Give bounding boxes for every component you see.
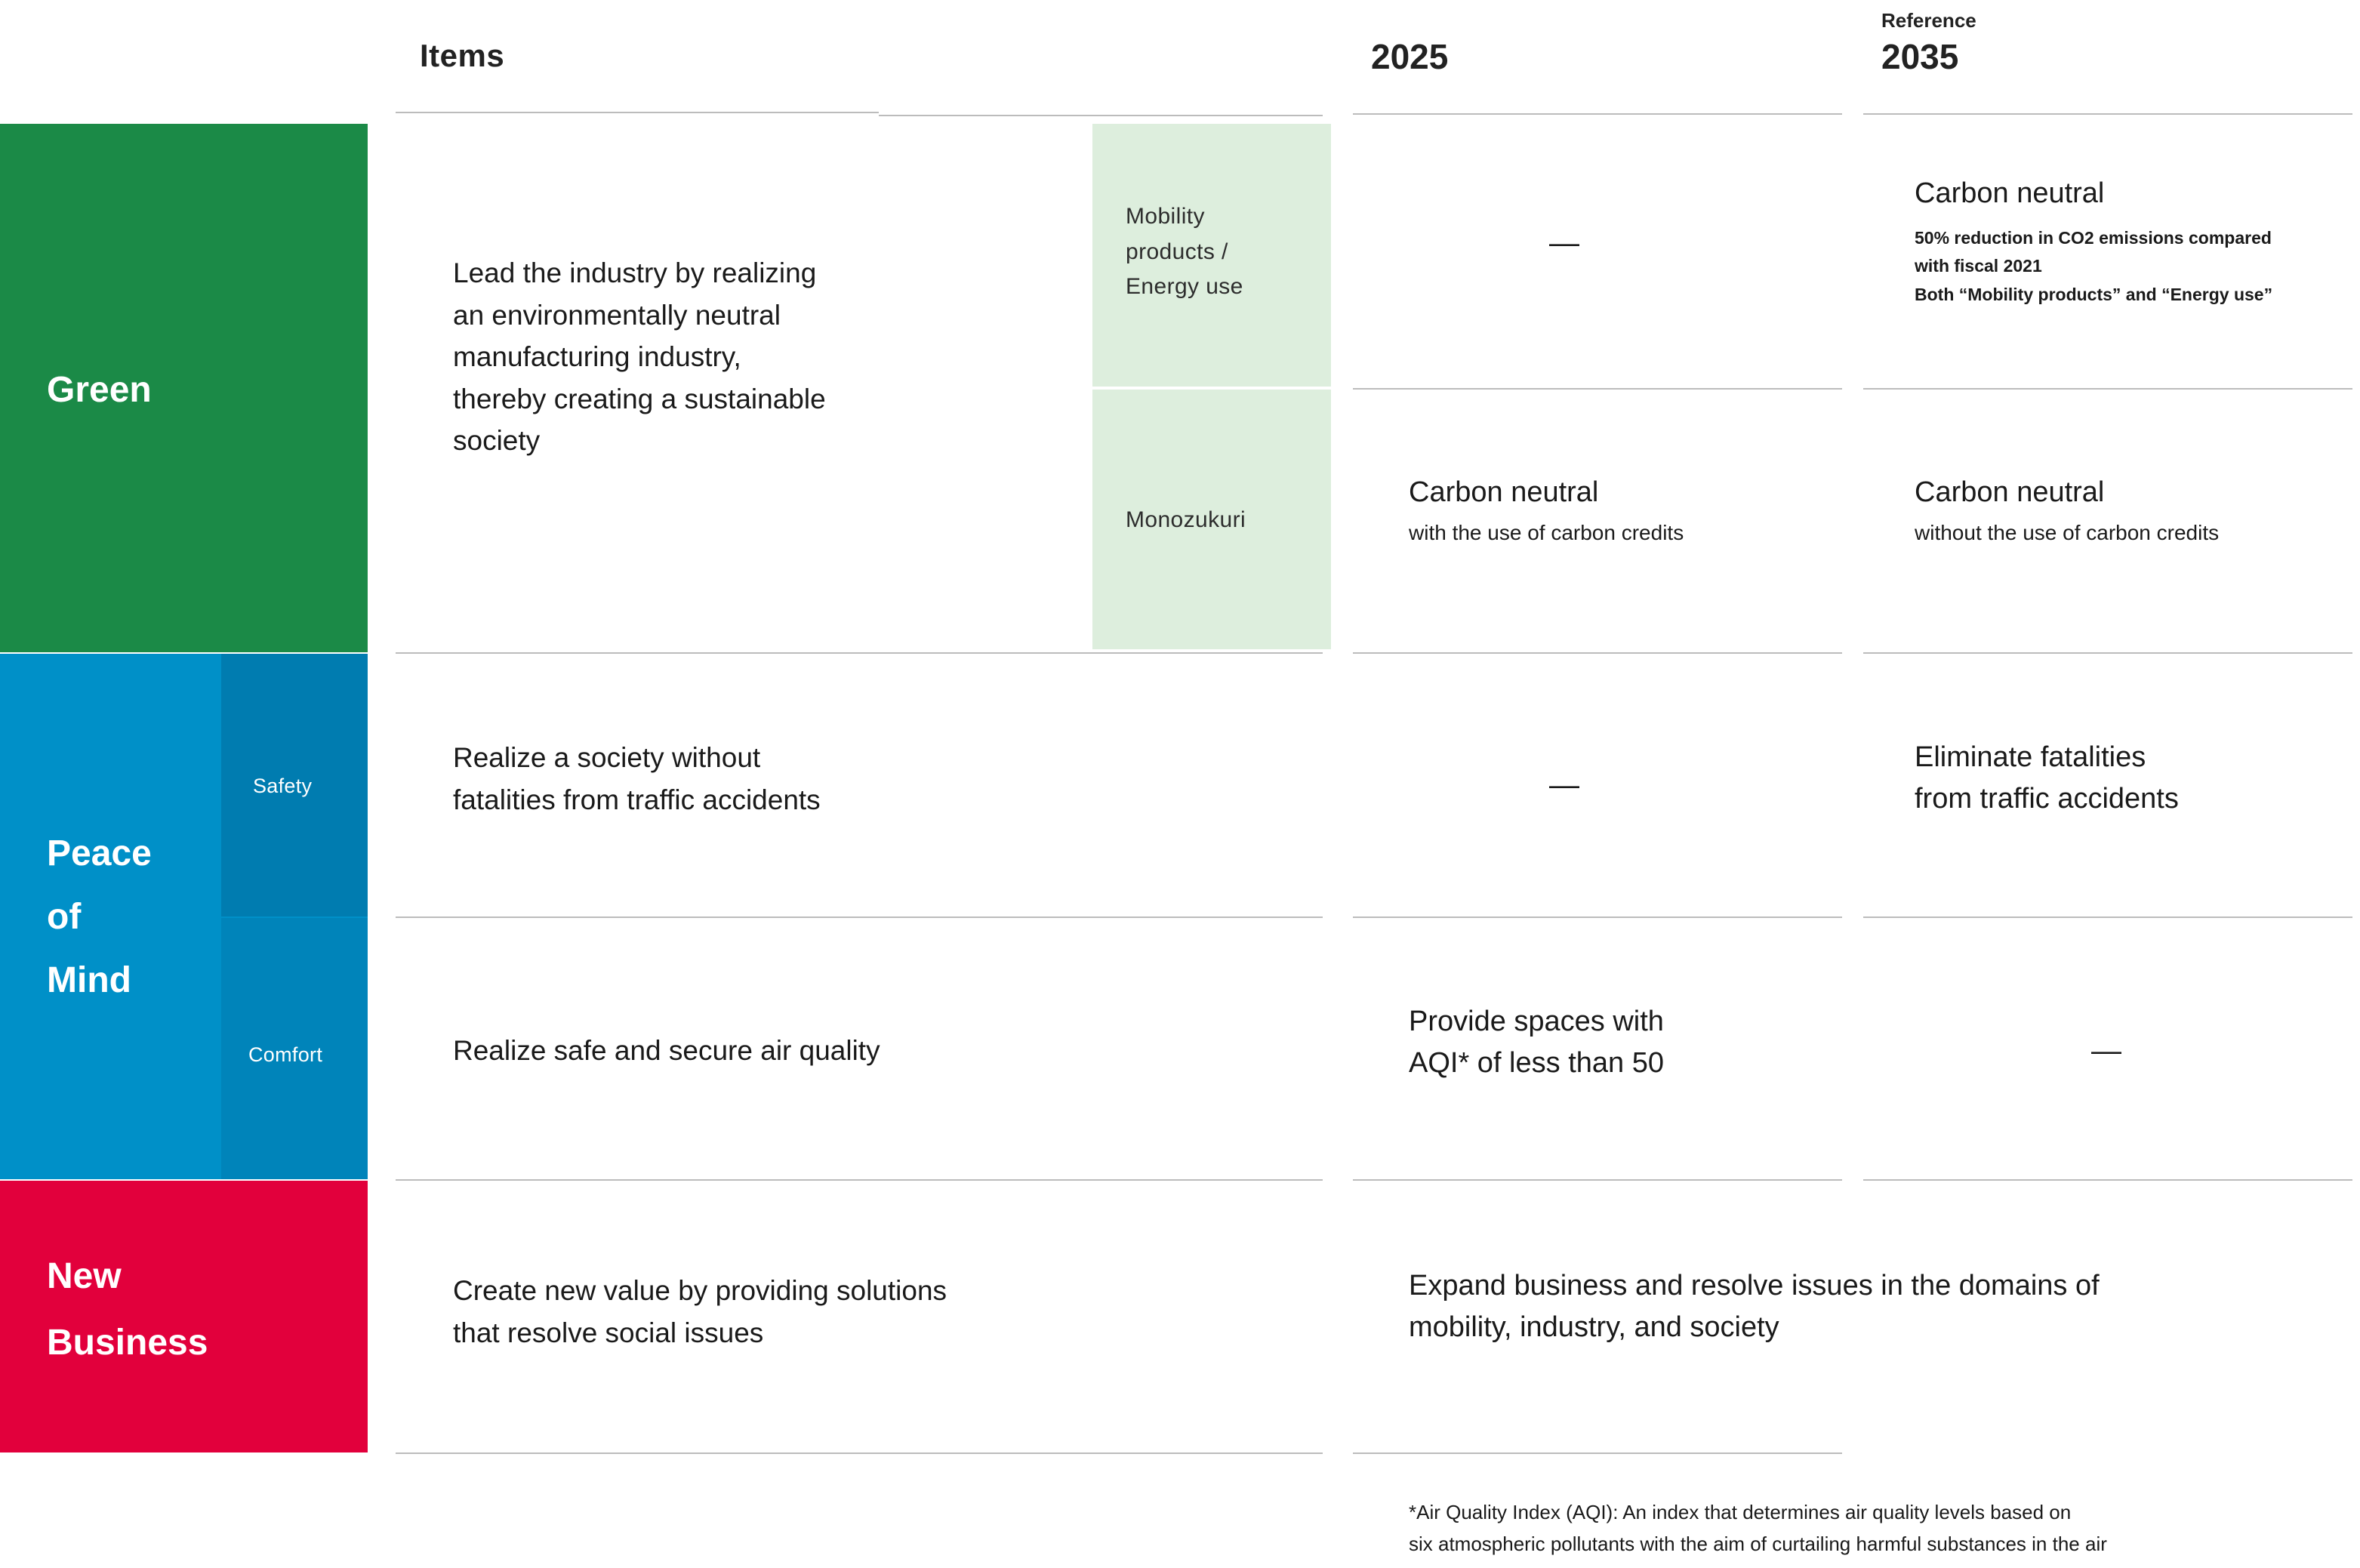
item-text-green-line2: an environmentally neutral: [453, 299, 781, 331]
subitem-label-mobility-line1: Mobility: [1126, 204, 1205, 229]
rule-header-items-2: [879, 115, 1323, 116]
value-comfort-2025: [1409, 1001, 1862, 1084]
item-text-safety-line1: Realize a society without: [453, 742, 761, 773]
value-mobility-2035-note-line2: with fiscal 2021: [1915, 256, 2042, 276]
category-label-new-line2: Business: [47, 1323, 208, 1363]
subcategory-label-safety: Safety: [253, 775, 313, 797]
table-header: [0, 0, 2360, 121]
category-label-peace-line1: Peace: [47, 833, 152, 873]
item-text-safety-line2: fatalities from traffic accidents: [453, 784, 821, 815]
value-monozukuri-2025-sub: with the use of carbon credits: [1409, 521, 1684, 545]
rule-2025-comfort-bottom: [1353, 1179, 1842, 1181]
rule-2025-new-bottom: [1353, 1452, 1842, 1454]
value-safety-2035: [1915, 737, 2352, 820]
rule-header-items: [396, 112, 879, 113]
footnote: [1409, 1496, 2300, 1560]
value-comfort-2035-dash: —: [2091, 1034, 2121, 1067]
subitem-label-mobility-line3: Energy use: [1126, 274, 1243, 299]
category-label-peace-line2: of: [47, 897, 82, 937]
column-header-2025: 2025: [1371, 37, 1449, 76]
subcategory-label-comfort: Comfort: [248, 1043, 323, 1066]
subcategory-block-safety: [221, 654, 368, 916]
item-text-safety: [453, 737, 1027, 821]
subitem-label-monozukuri: Monozukuri: [1126, 507, 1246, 532]
item-text-green-line5: society: [453, 425, 541, 456]
item-text-new-line2: that resolve social issues: [453, 1317, 764, 1348]
rule-row-new-bottom: [396, 1452, 1323, 1454]
value-new-2025-line2: mobility, industry, and society: [1409, 1311, 1779, 1344]
value-mobility-2035: [1915, 174, 2337, 309]
rule-2035-comfort-bottom: [1863, 1179, 2352, 1181]
item-text-green: [453, 252, 1027, 462]
category-block-new-business: [0, 1181, 368, 1452]
category-label-peace-line3: Mind: [47, 960, 131, 1000]
value-mobility-2035-note-line1: 50% reduction in CO2 emissions compared: [1915, 228, 2272, 248]
subitem-label-mobility-line2: products /: [1126, 239, 1228, 264]
value-new-2025-line1: Expand business and resolve issues in the domains of: [1409, 1270, 2100, 1302]
column-header-2035: 2035: [1881, 37, 1959, 76]
value-safety-2035-line2: from traffic accidents: [1915, 783, 2179, 815]
rule-row-green-bottom: [396, 652, 1323, 654]
category-block-green: [0, 124, 368, 652]
value-new-business-2025: [1409, 1265, 2345, 1348]
category-label-green: Green: [47, 370, 152, 410]
column-header-reference-label: Reference: [1881, 9, 1976, 32]
value-mobility-2035-title: Carbon neutral: [1915, 177, 2105, 209]
rule-header-2025: [1353, 113, 1842, 115]
value-comfort-2025-line2: AQI* of less than 50: [1409, 1047, 1664, 1080]
value-comfort-2025-line1: Provide spaces with: [1409, 1006, 1664, 1037]
item-text-green-line4: thereby creating a sustainable: [453, 383, 826, 414]
value-mobility-2035-note-line3: Both “Mobility products” and “Energy use”: [1915, 284, 2273, 304]
subitem-box-monozukuri: [1092, 390, 1331, 649]
value-safety-2035-line1: Eliminate fatalities: [1915, 741, 2146, 773]
rule-2035-mid-1: [1863, 388, 2352, 390]
value-monozukuri-2035-sub: without the use of carbon credits: [1915, 521, 2220, 545]
item-text-comfort: [453, 1030, 1102, 1072]
footnote-line2: six atmospheric pollutants with the aim of curtailing harmful substances in the air: [1409, 1533, 2107, 1556]
value-mobility-2025-dash: —: [1549, 226, 1579, 260]
value-monozukuri-2035: [1915, 473, 2352, 549]
value-monozukuri-2025: [1409, 473, 1832, 549]
item-text-green-line1: Lead the industry by realizing: [453, 257, 817, 288]
rule-2035-green-bottom: [1863, 652, 2352, 654]
rule-2035-safety-bottom: [1863, 916, 2352, 918]
category-label-new-line1: New: [47, 1256, 122, 1296]
item-text-new-line1: Create new value by providing solutions: [453, 1275, 947, 1306]
rule-row-comfort-bottom: [396, 1179, 1323, 1181]
item-text-green-line3: manufacturing industry,: [453, 341, 741, 372]
rule-2025-mid-1: [1353, 388, 1842, 390]
column-header-items: Items: [420, 38, 505, 73]
item-text-new-business: [453, 1270, 1132, 1354]
footnote-line1: *Air Quality Index (AQI): An index that determines air quality levels based on: [1409, 1501, 2072, 1523]
subitem-label-mobility: [1126, 199, 1243, 305]
rule-2025-safety-bottom: [1353, 916, 1842, 918]
rule-header-2035: [1863, 113, 2352, 115]
value-monozukuri-2025-title: Carbon neutral: [1409, 476, 1599, 508]
rule-row-safety-bottom: [396, 916, 1323, 918]
item-text-comfort-line1: Realize safe and secure air quality: [453, 1035, 880, 1066]
rule-2025-green-bottom: [1353, 652, 1842, 654]
subcategory-block-comfort: [221, 918, 368, 1179]
subitem-box-mobility-energy: [1092, 124, 1331, 387]
value-safety-2025-dash: —: [1549, 769, 1579, 802]
value-monozukuri-2035-title: Carbon neutral: [1915, 476, 2105, 508]
